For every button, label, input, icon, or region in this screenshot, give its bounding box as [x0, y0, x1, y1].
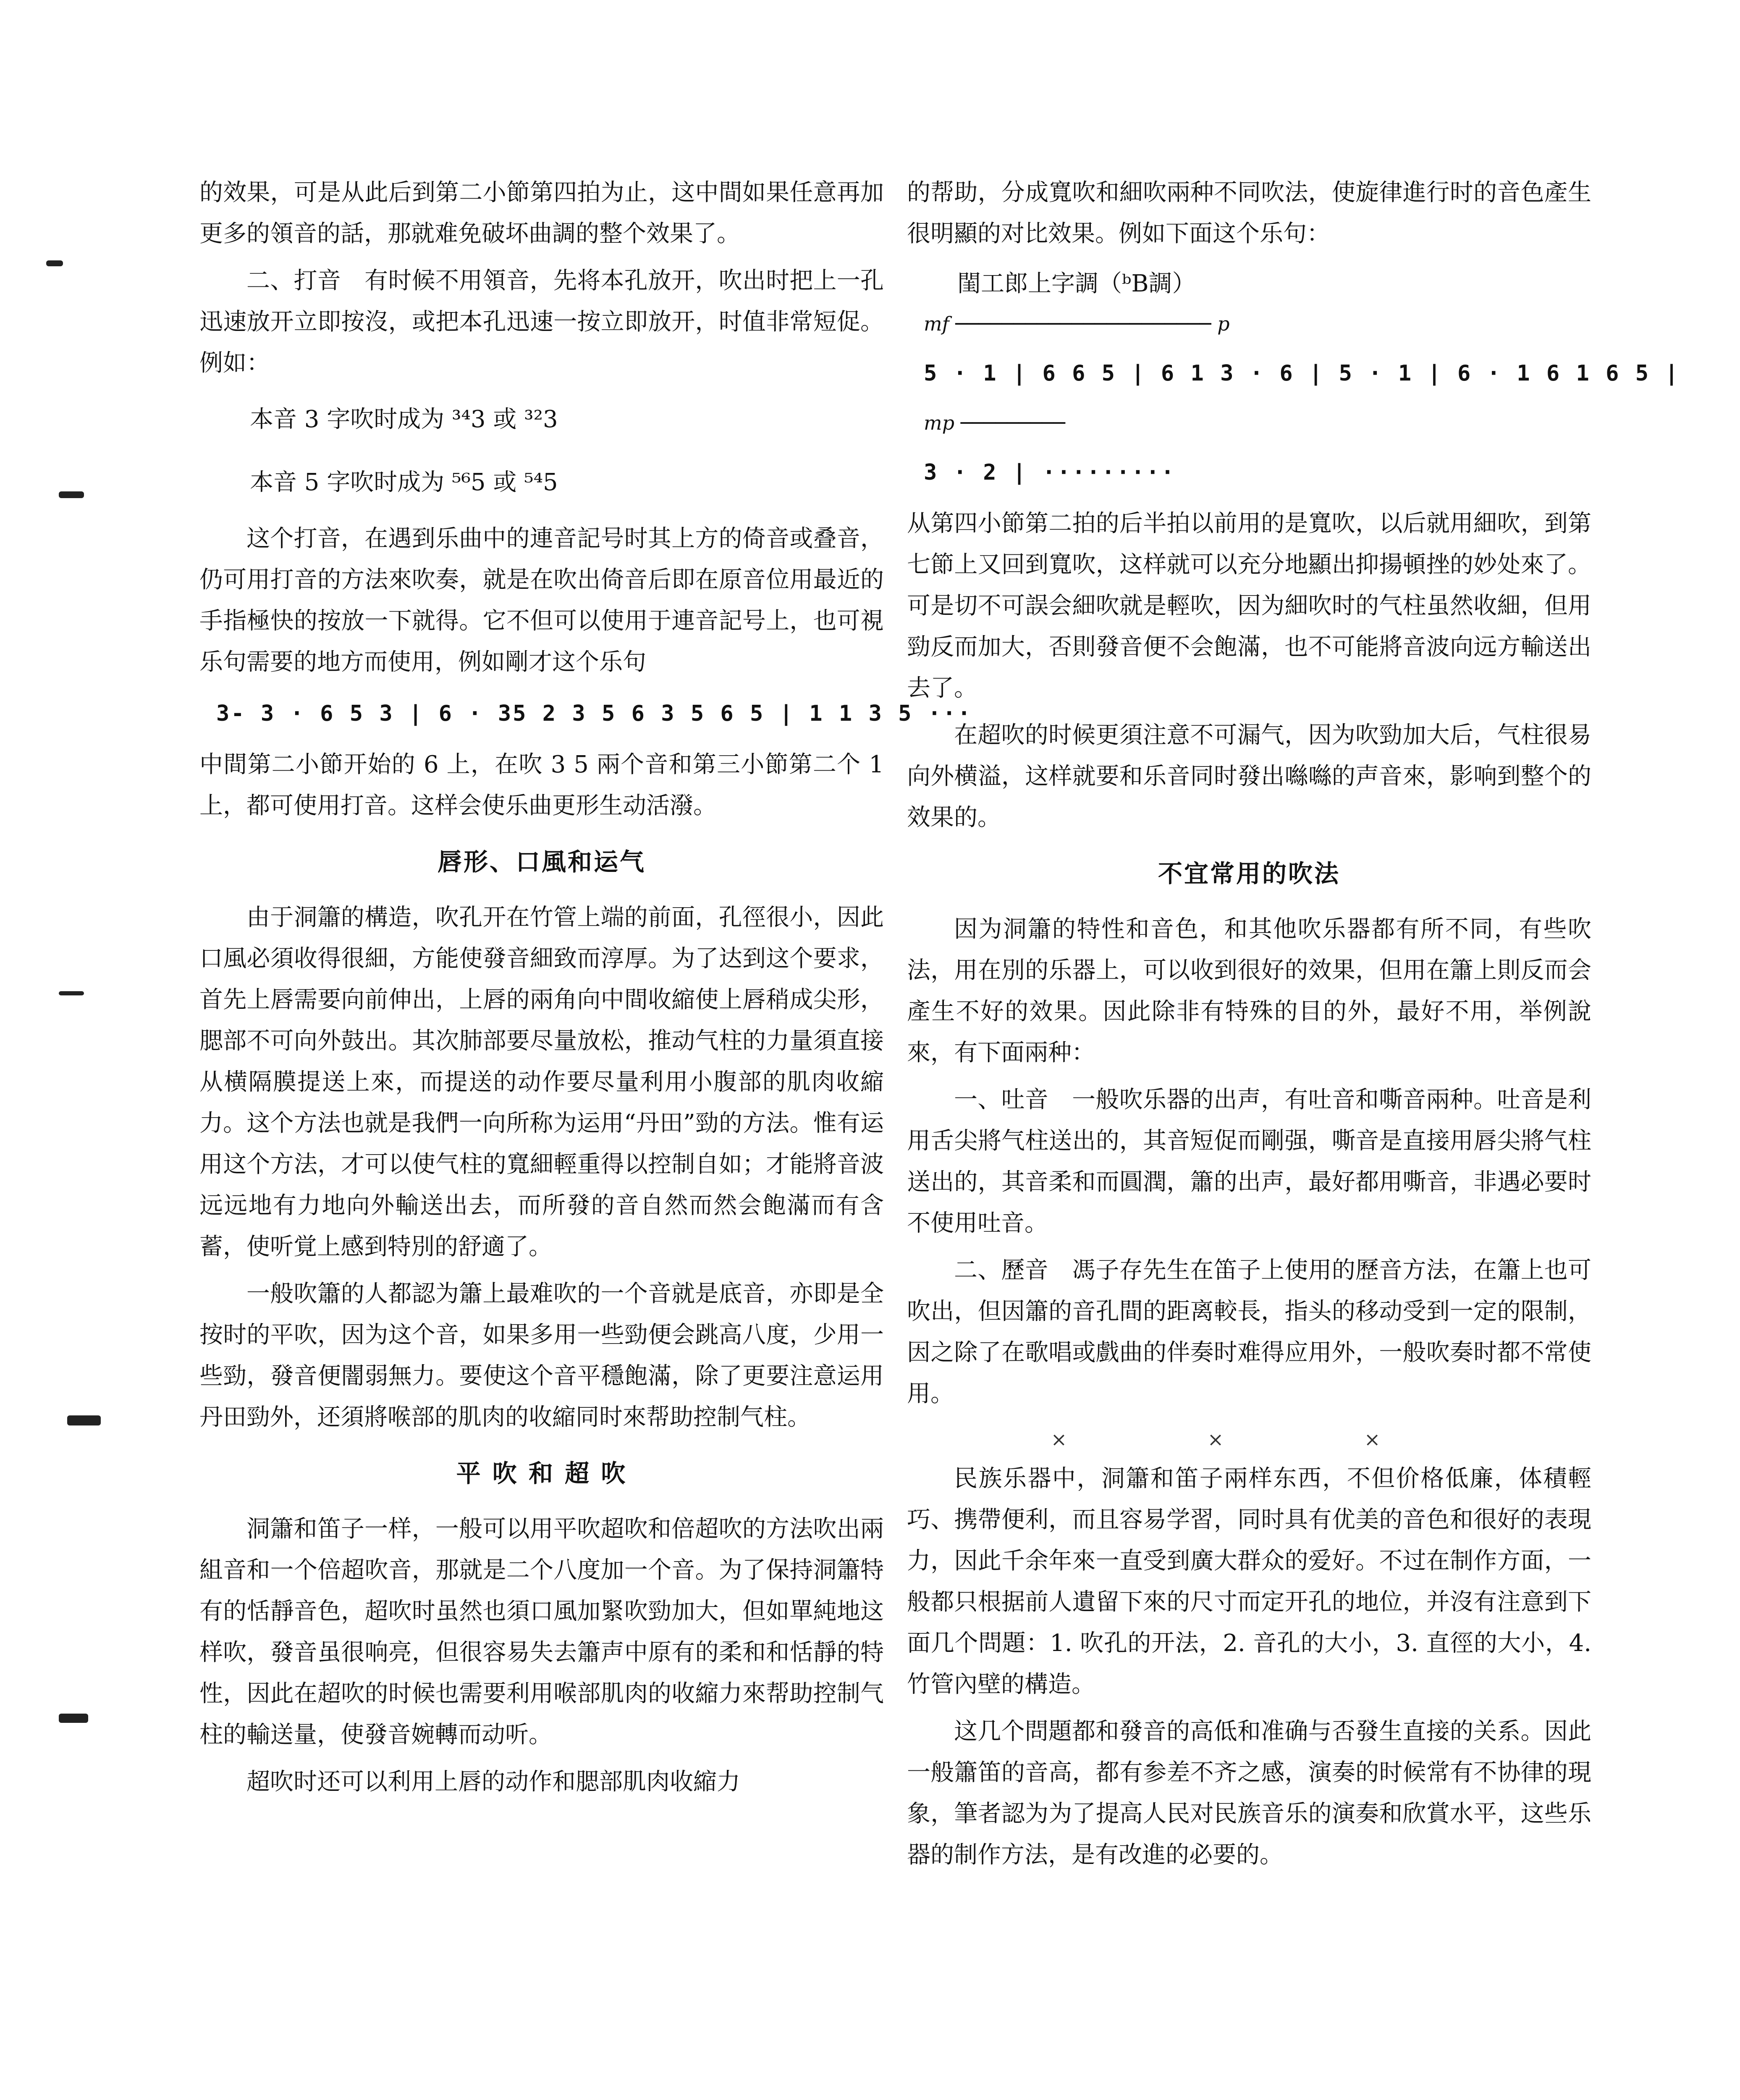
left-column: [199, 172, 972, 1809]
music-notation: 5 · 1 | 6 6 5 | 6 1 3 · 6 | 5 · 1 | 6 · 1 6 1 6 5 |: [924, 361, 1680, 386]
dynamics-marking: mf ────────────────────── p: [924, 312, 1230, 335]
section-heading: 唇形、口風和运气: [437, 848, 646, 876]
section-heading: 平 吹 和 超 吹: [456, 1459, 627, 1488]
paragraph: 二、歷音 馮子存先生在笛子上使用的歷音方法，在簫上也可吹出，但因簫的音孔間的距离較長，指头的移动受到一定的限制，因之除了在歌唱或戲曲的伴奏时难得应用外，一般吹奏时都不常使用。: [907, 1257, 1591, 1407]
paragraph: 二、打音 有时候不用領音，先将本孔放开，吹出时把上一孔迅速放开立即按沒，或把本孔迅速一按立即放开，时值非常短促。例如：: [199, 267, 884, 377]
scan-mark: [59, 1714, 88, 1723]
example-line: 本音 5 字吹时成为 ⁵⁶5 或 ⁵⁴5: [250, 469, 558, 496]
paragraph: 在超吹的时候更須注意不可漏气，因为吹勁加大后，气柱很易向外横溢，这样就要和乐音同时發出噝噝的声音來，影响到整个的效果的。: [907, 722, 1591, 831]
paragraph: 这几个問題都和發音的高低和准确与否發生直接的关系。因此一般簫笛的音高，都有参差不齐之感，演奏的时候常有不协律的現象，筆者認为为了提高人民对民族音乐的演奏和欣賞水平，这些乐器的制作方法，是有改進的必要的。: [907, 1718, 1591, 1869]
paragraph: 一般吹簫的人都認为簫上最难吹的一个音就是底音，亦即是全按时的平吹，因为这个音，如果多用一些勁便会跳高八度，少用一些勁，發音便闇弱無力。要使这个音平穩飽滿，除了更要注意运用丹田勁外，还須將喉部的肌肉的收縮同时來帮助控制气柱。: [199, 1280, 884, 1431]
music-notation: 3 · 2 | ·········: [924, 460, 1176, 485]
paragraph: 超吹时还可以利用上唇的动作和腮部肌肉收縮力: [246, 1768, 740, 1796]
paragraph: 民族乐器中，洞簫和笛子兩样东西，不但价格低廉，体積輕巧、携帶便利，而且容易学習，同时具有优美的音色和很好的表現力，因此千余年來一直受到廣大群众的爱好。不过在制作方面，一般都只根据前人遺留下來的尺寸而定开孔的地位，并沒有注意到下面几个問題：1. 吹孔的开法，2. 音孔的大小，3. 直徑的大小，4. 竹管內壁的構造。: [907, 1465, 1591, 1698]
paragraph: 这个打音，在遇到乐曲中的連音記号时其上方的倚音或叠音，仍可用打音的方法來吹奏，就是在吹出倚音后即在原音位用最近的手指極快的按放一下就得。它不但可以使用于連音記号上，也可視乐句需要的地方而使用，例如剛才这个乐句: [199, 525, 884, 676]
paragraph: 洞簫和笛子一样，一般可以用平吹超吹和倍超吹的方法吹出兩組音和一个倍超吹音，那就是二个八度加一个音。为了保持洞簫特有的恬靜音色，超吹时虽然也須口風加緊吹勁加大，但如單純地这样吹，發音虽很响亮，但很容易失去簫声中原有的柔和和恬靜的特性，因此在超吹的时候也需要利用喉部肌肉的收縮力來帮助控制气柱的輸送量，使發音婉轉而动听。: [199, 1515, 884, 1748]
paragraph: 因为洞簫的特性和音色，和其他吹乐器都有所不同，有些吹法，用在別的乐器上，可以收到很好的效果，但用在簫上則反而会產生不好的效果。因此除非有特殊的目的外，最好不用，举例說來，有下面兩种：: [907, 916, 1591, 1066]
paragraph: 一、吐音 一般吹乐器的出声，有吐音和嘶音兩种。吐音是利用舌尖將气柱送出的，其音短促而剛强，嘶音是直接用唇尖將气柱送出的，其音柔和而圓潤，簫的出声，最好都用嘶音，非遇必要时不使用吐音。: [907, 1086, 1591, 1237]
right-column: [907, 172, 1680, 1882]
scan-mark: [46, 260, 63, 266]
scan-mark: [67, 1415, 101, 1425]
paragraph: 的帮助，分成寬吹和細吹兩种不同吹法，使旋律進行时的音色產生很明顯的对比效果。例如下面这个乐句：: [907, 179, 1591, 247]
section-heading: 不宜常用的吹法: [1158, 859, 1340, 888]
music-notation: 3- 3 · 6 5 3 | 6 · 35 2 3 5 6 3 5 6 5 | 1 1 3 5 ···: [216, 701, 972, 726]
tune-title: 閨工郎上字調（ᵇB調）: [957, 270, 1196, 297]
scan-mark: [59, 491, 84, 498]
paragraph: 的效果，可是从此后到第二小節第四拍为止，这中間如果任意再加更多的領音的話，那就难免破坏曲調的整个效果了。: [199, 179, 884, 247]
paragraph: 中間第二小節开始的 6 上，在吹 3 5 兩个音和第三小節第二个 1 上，都可使用打音。这样会使乐曲更形生动活潑。: [199, 751, 884, 819]
paragraph: 从第四小節第二拍的后半拍以前用的是寬吹，以后就用細吹，到第七節上又回到寬吹，这样就可以充分地顯出抑揚頓挫的妙处來了。可是切不可誤会細吹就是輕吹，因为細吹时的气柱虽然收細，但用勁反而加大，否則發音便不会飽滿，也不可能將音波向远方輸送出去了。: [907, 510, 1591, 702]
example-line: 本音 3 字吹时成为 ³⁴3 或 ³²3: [250, 406, 558, 433]
section-separator: × × ×: [1051, 1428, 1448, 1451]
paragraph: 由于洞簫的構造，吹孔开在竹管上端的前面，孔徑很小，因此口風必須收得很細，方能使發音細致而淳厚。为了达到这个要求，首先上唇需要向前伸出，上唇的兩角向中間收縮使上唇稍成尖形，腮部不可向外鼓出。其次肺部要尽量放松，推动气柱的力量須直接从横隔膜提送上來，而提送的动作要尽量利用小腹部的肌肉收縮力。这个方法也就是我們一向所称为运用“丹田”勁的方法。惟有运用这个方法，才可以使气柱的寬細輕重得以控制自如；才能將音波远远地有力地向外輸送出去，而所發的音自然而然会飽滿而有含蓄，使听覚上感到特別的舒適了。: [199, 904, 884, 1260]
dynamics-marking: mp ─────────: [924, 412, 1065, 434]
scan-mark: [59, 991, 84, 995]
